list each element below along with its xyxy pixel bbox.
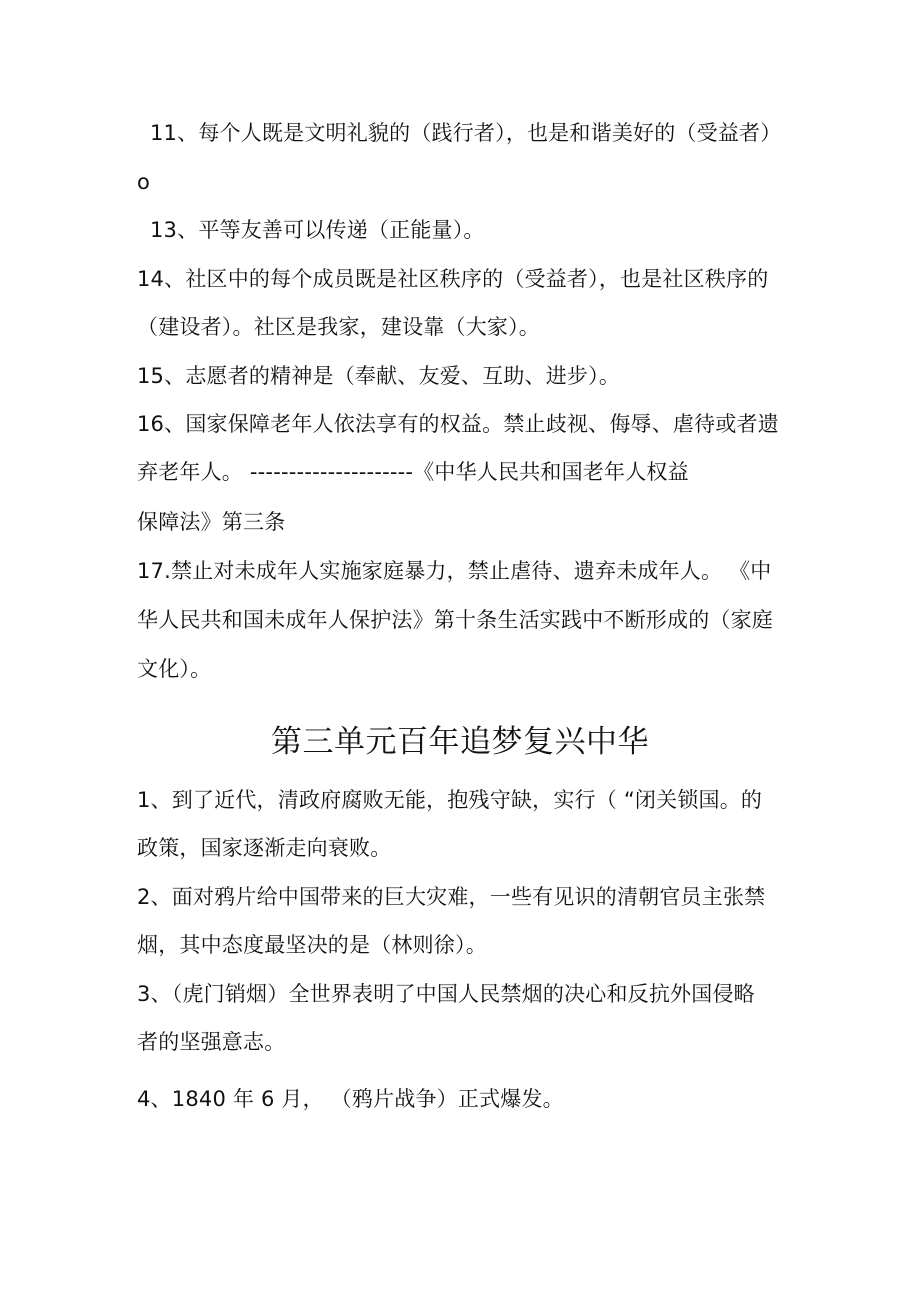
text-line: 15、志愿者的精神是（奉献、友爱、互助、进步）。 (137, 364, 621, 388)
text-line: 11、每个人既是文明礼貌的（践行者），也是和谐美好的（受益者） (150, 121, 782, 145)
text-line: （建设者）。社区是我家，建设靠（大家）。 (137, 315, 540, 339)
text-line: 13、平等友善可以传递（正能量）。 (150, 218, 485, 242)
text-line: 弃老年人。 ---------------------《中华人民共和国老年人权益 (137, 460, 689, 484)
text-line: 14、社区中的每个成员既是社区秩序的（受益者），也是社区秩序的 (137, 267, 769, 291)
text-line: 保障法》第三条 (137, 510, 286, 534)
text-line: 1、到了近代，清政府腐败无能，抱残守缺，实行（ “闭关锁国。的 (137, 788, 763, 812)
text-line: 2、面对鸦片给中国带来的巨大灾难，一些有见识的清朝官员主张禁 (137, 885, 766, 909)
text-line: 3、（虎门销烟）全世界表明了中国人民禁烟的决心和反抗外国侵略 (137, 982, 755, 1006)
text-line: 文化）。 (137, 657, 212, 681)
text-line: 17.禁止对未成年人实施家庭暴力，禁止虐待、遗弃未成年人。 《中 (137, 559, 772, 583)
text-line: 者的坚强意志。 (137, 1030, 286, 1054)
text-line: 烟，其中态度最坚决的是（林则徐）。 (137, 933, 487, 957)
unit-title: 第三单元百年追梦复兴中华 (271, 724, 649, 760)
text-line: 华人民共和国未成年人保护法》第十条生活实践中不断形成的（家庭 (137, 608, 773, 632)
text-line: 4、1840 年 6 月， （鸦片战争）正式爆发。 (137, 1087, 564, 1111)
text-line: 16、国家保障老年人依法享有的权益。禁止歧视、侮辱、虐待或者遗 (137, 412, 779, 436)
text-line: 政策，国家逐渐走向衰败。 (137, 836, 392, 860)
text-line: o (137, 170, 151, 194)
